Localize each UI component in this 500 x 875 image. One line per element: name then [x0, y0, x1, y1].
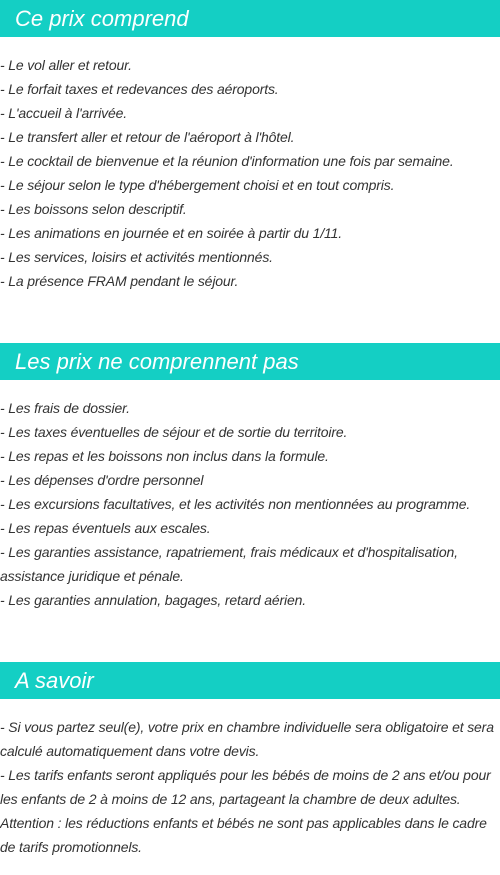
list-item: - L'accueil à l'arrivée.: [0, 105, 128, 121]
list-item: - Le séjour selon le type d'hébergement choisi et en tout compris.: [0, 177, 395, 193]
list-item: - Les garanties assistance, rapatriement, frais médicaux et d'hospitalisation, assistance juridique et pénale.: [0, 544, 458, 584]
list-item: - Le cocktail de bienvenue et la réunion d'information une fois par semaine.: [0, 153, 454, 169]
price-includes-list: [0, 53, 500, 293]
list-item: - Le vol aller et retour.: [0, 57, 132, 73]
list-item: Attention : les réductions enfants et bébés ne sont pas applicables dans le cadre de tarifs promotionnels.: [0, 815, 487, 855]
section-title-price-excludes: Les prix ne comprennent pas: [0, 343, 500, 380]
list-item: - Les animations en journée et en soirée à partir du 1/11.: [0, 225, 343, 241]
list-item: - Les frais de dossier.: [0, 400, 130, 416]
price-excludes-list: [0, 396, 500, 612]
list-item: - Les services, loisirs et activités mentionnés.: [0, 249, 273, 265]
list-item: - Les dépenses d'ordre personnel: [0, 472, 204, 488]
list-item: - Les boissons selon descriptif.: [0, 201, 187, 217]
list-item: - Les tarifs enfants seront appliqués pour les bébés de moins de 2 ans et/ou pour les enfants de 2 à moins de 12 ans, partageant la chambre de deux adultes.: [0, 767, 491, 807]
list-item: - Si vous partez seul(e), votre prix en chambre individuelle sera obligatoire et sera calculé automatiquement dans votre devis.: [0, 719, 494, 759]
list-item: - Le forfait taxes et redevances des aéroports.: [0, 81, 279, 97]
good-to-know-list: [0, 715, 500, 859]
section-title-good-to-know: A savoir: [0, 662, 500, 699]
list-item: - La présence FRAM pendant le séjour.: [0, 273, 239, 289]
section-title-price-includes: Ce prix comprend: [0, 0, 500, 37]
list-item: - Le transfert aller et retour de l'aéroport à l'hôtel.: [0, 129, 295, 145]
list-item: - Les repas éventuels aux escales.: [0, 520, 211, 536]
list-item: - Les garanties annulation, bagages, retard aérien.: [0, 592, 307, 608]
list-item: - Les repas et les boissons non inclus dans la formule.: [0, 448, 329, 464]
list-item: - Les taxes éventuelles de séjour et de sortie du territoire.: [0, 424, 348, 440]
list-item: - Les excursions facultatives, et les activités non mentionnées au programme.: [0, 496, 471, 512]
